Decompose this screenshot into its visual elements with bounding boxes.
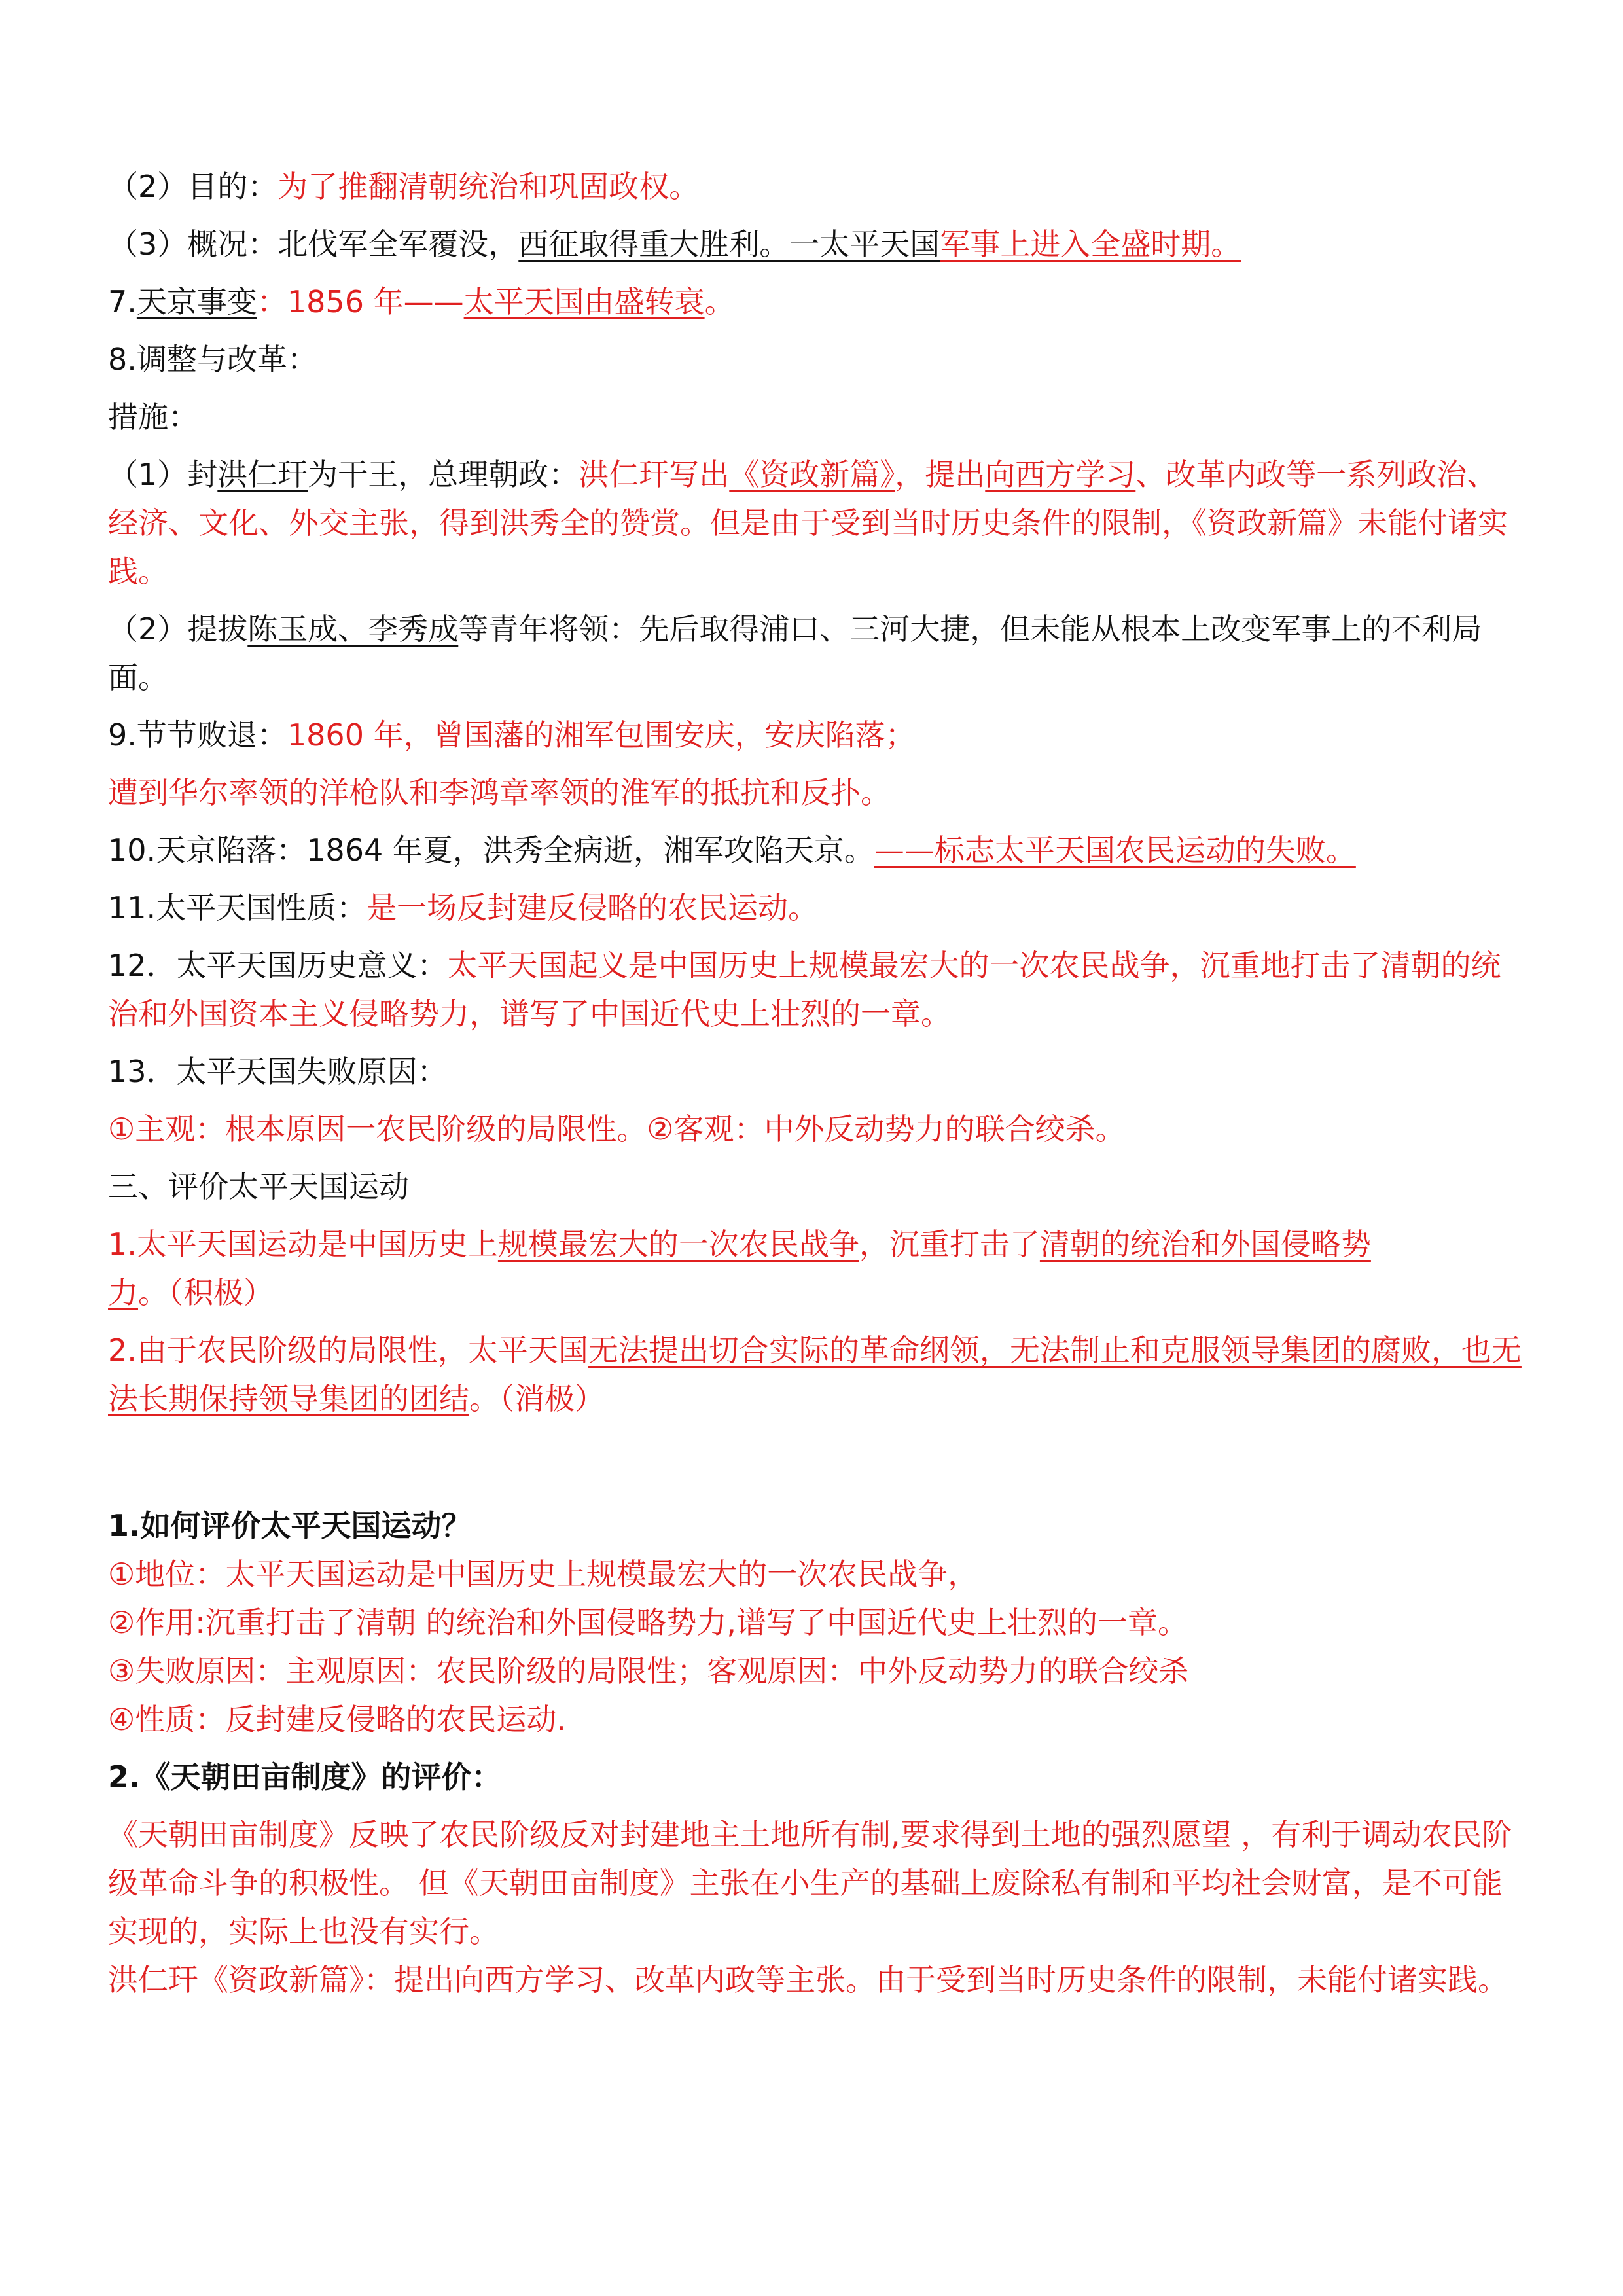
- item-colon: ：: [257, 284, 287, 319]
- significance-line: [108, 941, 1522, 1038]
- q2-answer-2: 洪仁玕《资政新篇》：提出向西方学习、改革内政等主张。由于受到当时历史条件的限制，未能付诸实践。: [108, 1962, 1508, 1998]
- retreat-line: [108, 711, 1522, 759]
- measure-1-red2: ，提出: [895, 457, 986, 492]
- retreat-line-2: 遭到华尔率领的洋枪队和李鸿章率领的淮军的抵抗和反扑。: [108, 775, 891, 810]
- retreat-label: 9.节节败退：: [108, 717, 287, 753]
- failure-reasons: ①主观：根本原因一农民阶级的局限性。②客观：中外反动势力的联合绞杀。: [108, 1111, 1126, 1147]
- eval-1-c: 。（积极）: [138, 1275, 274, 1310]
- measure-1: [108, 450, 1522, 596]
- fall-significance: ——标志太平天国农民运动的失败。: [874, 833, 1356, 868]
- eval-2-a: 2.由于农民阶级的局限性，太平天国: [108, 1333, 588, 1368]
- evaluation-negative: [108, 1326, 1522, 1423]
- overview-red-underlined: 军事上进入全盛时期。: [940, 226, 1241, 262]
- measure-2: [108, 605, 1522, 702]
- overview-line: [108, 220, 1522, 268]
- item-end: 。: [704, 284, 735, 319]
- learn-west: 向西方学习: [985, 457, 1136, 492]
- overview-underlined: 西征取得重大胜利。一太平天国: [518, 226, 940, 262]
- nature-label: 11.太平天国性质：: [108, 890, 367, 925]
- eval-2-b: 。（消极）: [469, 1381, 605, 1416]
- item-number: 7.: [108, 284, 137, 319]
- purpose-label: （2）目的：: [108, 169, 278, 204]
- eval-2-u: 无法提出切合实际的革命纲领，无法制止和克服领导集团的腐败，也无法长期保持领导集团的团结: [108, 1333, 1522, 1416]
- overview-label: （3）概况：北伐军全军覆没，: [108, 226, 519, 262]
- nature-text: 是一场反封建反侵略的农民运动。: [366, 890, 819, 925]
- evaluation-heading: 三、评价太平天国运动: [108, 1169, 409, 1204]
- measure-1-b: 为干王，总理朝政：: [308, 457, 579, 492]
- measure-1-red3: 、改革内政等一系列政治、经济、文化、外交主张，得到洪秀全的赞赏。但是由于受到当时历史条件的限制，《资政新篇》未能付诸实践。: [108, 457, 1508, 589]
- fall-line: [108, 826, 1522, 874]
- fall-text: 10.天京陷落：1864 年夏，洪秀全病逝，湘军攻陷天京。: [108, 833, 874, 868]
- purpose-line: [108, 162, 1522, 211]
- nature-line: [108, 884, 1522, 932]
- retreat-text: 1860 年，曾国藩的湘军包围安庆，安庆陷落；: [287, 717, 916, 753]
- item-year: 1856 年——: [287, 284, 464, 319]
- document-page: [108, 162, 1522, 2004]
- hong-rengan-name: 洪仁玕: [217, 457, 308, 492]
- question-2: 2.《天朝田亩制度》的评价：: [108, 1759, 502, 1795]
- purpose-text: 为了推翻清朝统治和巩固政权。: [277, 169, 700, 204]
- item-title: 天京事变: [136, 284, 257, 319]
- q1-answer-2: ②作用:沉重打击了清朝 的统治和外国侵略势力,谱写了中国近代史上壮烈的一章。: [108, 1605, 1188, 1640]
- q1-answer-3: ③失败原因：主观原因：农民阶级的局限性；客观原因：中外反动势力的联合绞杀: [108, 1653, 1189, 1689]
- measure-2-a: （2）提拔: [108, 611, 248, 647]
- q1-answer-1: ①地位：太平天国运动是中国历史上规模最宏大的一次农民战争，: [108, 1556, 978, 1592]
- eval-1-b: ，沉重打击了: [859, 1227, 1040, 1262]
- question-1: 1.如何评价太平天国运动？: [108, 1508, 472, 1543]
- measure-1-red1: 洪仁玕写出: [579, 457, 730, 492]
- q2-answer-1: 《天朝田亩制度》反映了农民阶级反对封建地主土地所有制,要求得到土地的强烈愿望 ，有利于调动农民阶级革命斗争的积极性。 但《天朝田亩制度》主张在小生产的基础上废除私有制和平均社会财富，是不可能实现的，实际上也没有实行。: [108, 1817, 1512, 1949]
- item-decline: 太平天国由盛转衰: [463, 284, 705, 319]
- measure-1-a: （1）封: [108, 457, 218, 492]
- tianjing-incident-line: [108, 278, 1522, 326]
- reform-heading: 8.调整与改革：: [108, 342, 317, 377]
- measures-heading: 措施：: [108, 399, 198, 435]
- q1-answer-4: ④性质：反封建反侵略的农民运动.: [108, 1702, 566, 1737]
- measure-2-b: 等青年将领：先后取得浦口、三河大捷，但未能从根本上改变军事上的不利局面。: [108, 611, 1482, 695]
- eval-1-u2: 清朝的统治和外国侵略势力: [108, 1227, 1371, 1310]
- significance-text: 太平天国起义是中国历史上规模最宏大的一次农民战争，沉重地打击了清朝的统治和外国资本主义侵略势力，谱写了中国近代史上壮烈的一章。: [108, 948, 1501, 1031]
- eval-1-a: 1.太平天国运动是中国历史上: [108, 1227, 498, 1262]
- book-title: 《资政新篇》: [729, 457, 895, 492]
- significance-label: 12．太平天国历史意义：: [108, 948, 448, 983]
- failure-heading: 13．太平天国失败原因：: [108, 1054, 448, 1089]
- general-names: 陈玉成、李秀成: [247, 611, 459, 647]
- eval-1-u1: 规模最宏大的一次农民战争: [497, 1227, 859, 1262]
- evaluation-positive: [108, 1220, 1522, 1317]
